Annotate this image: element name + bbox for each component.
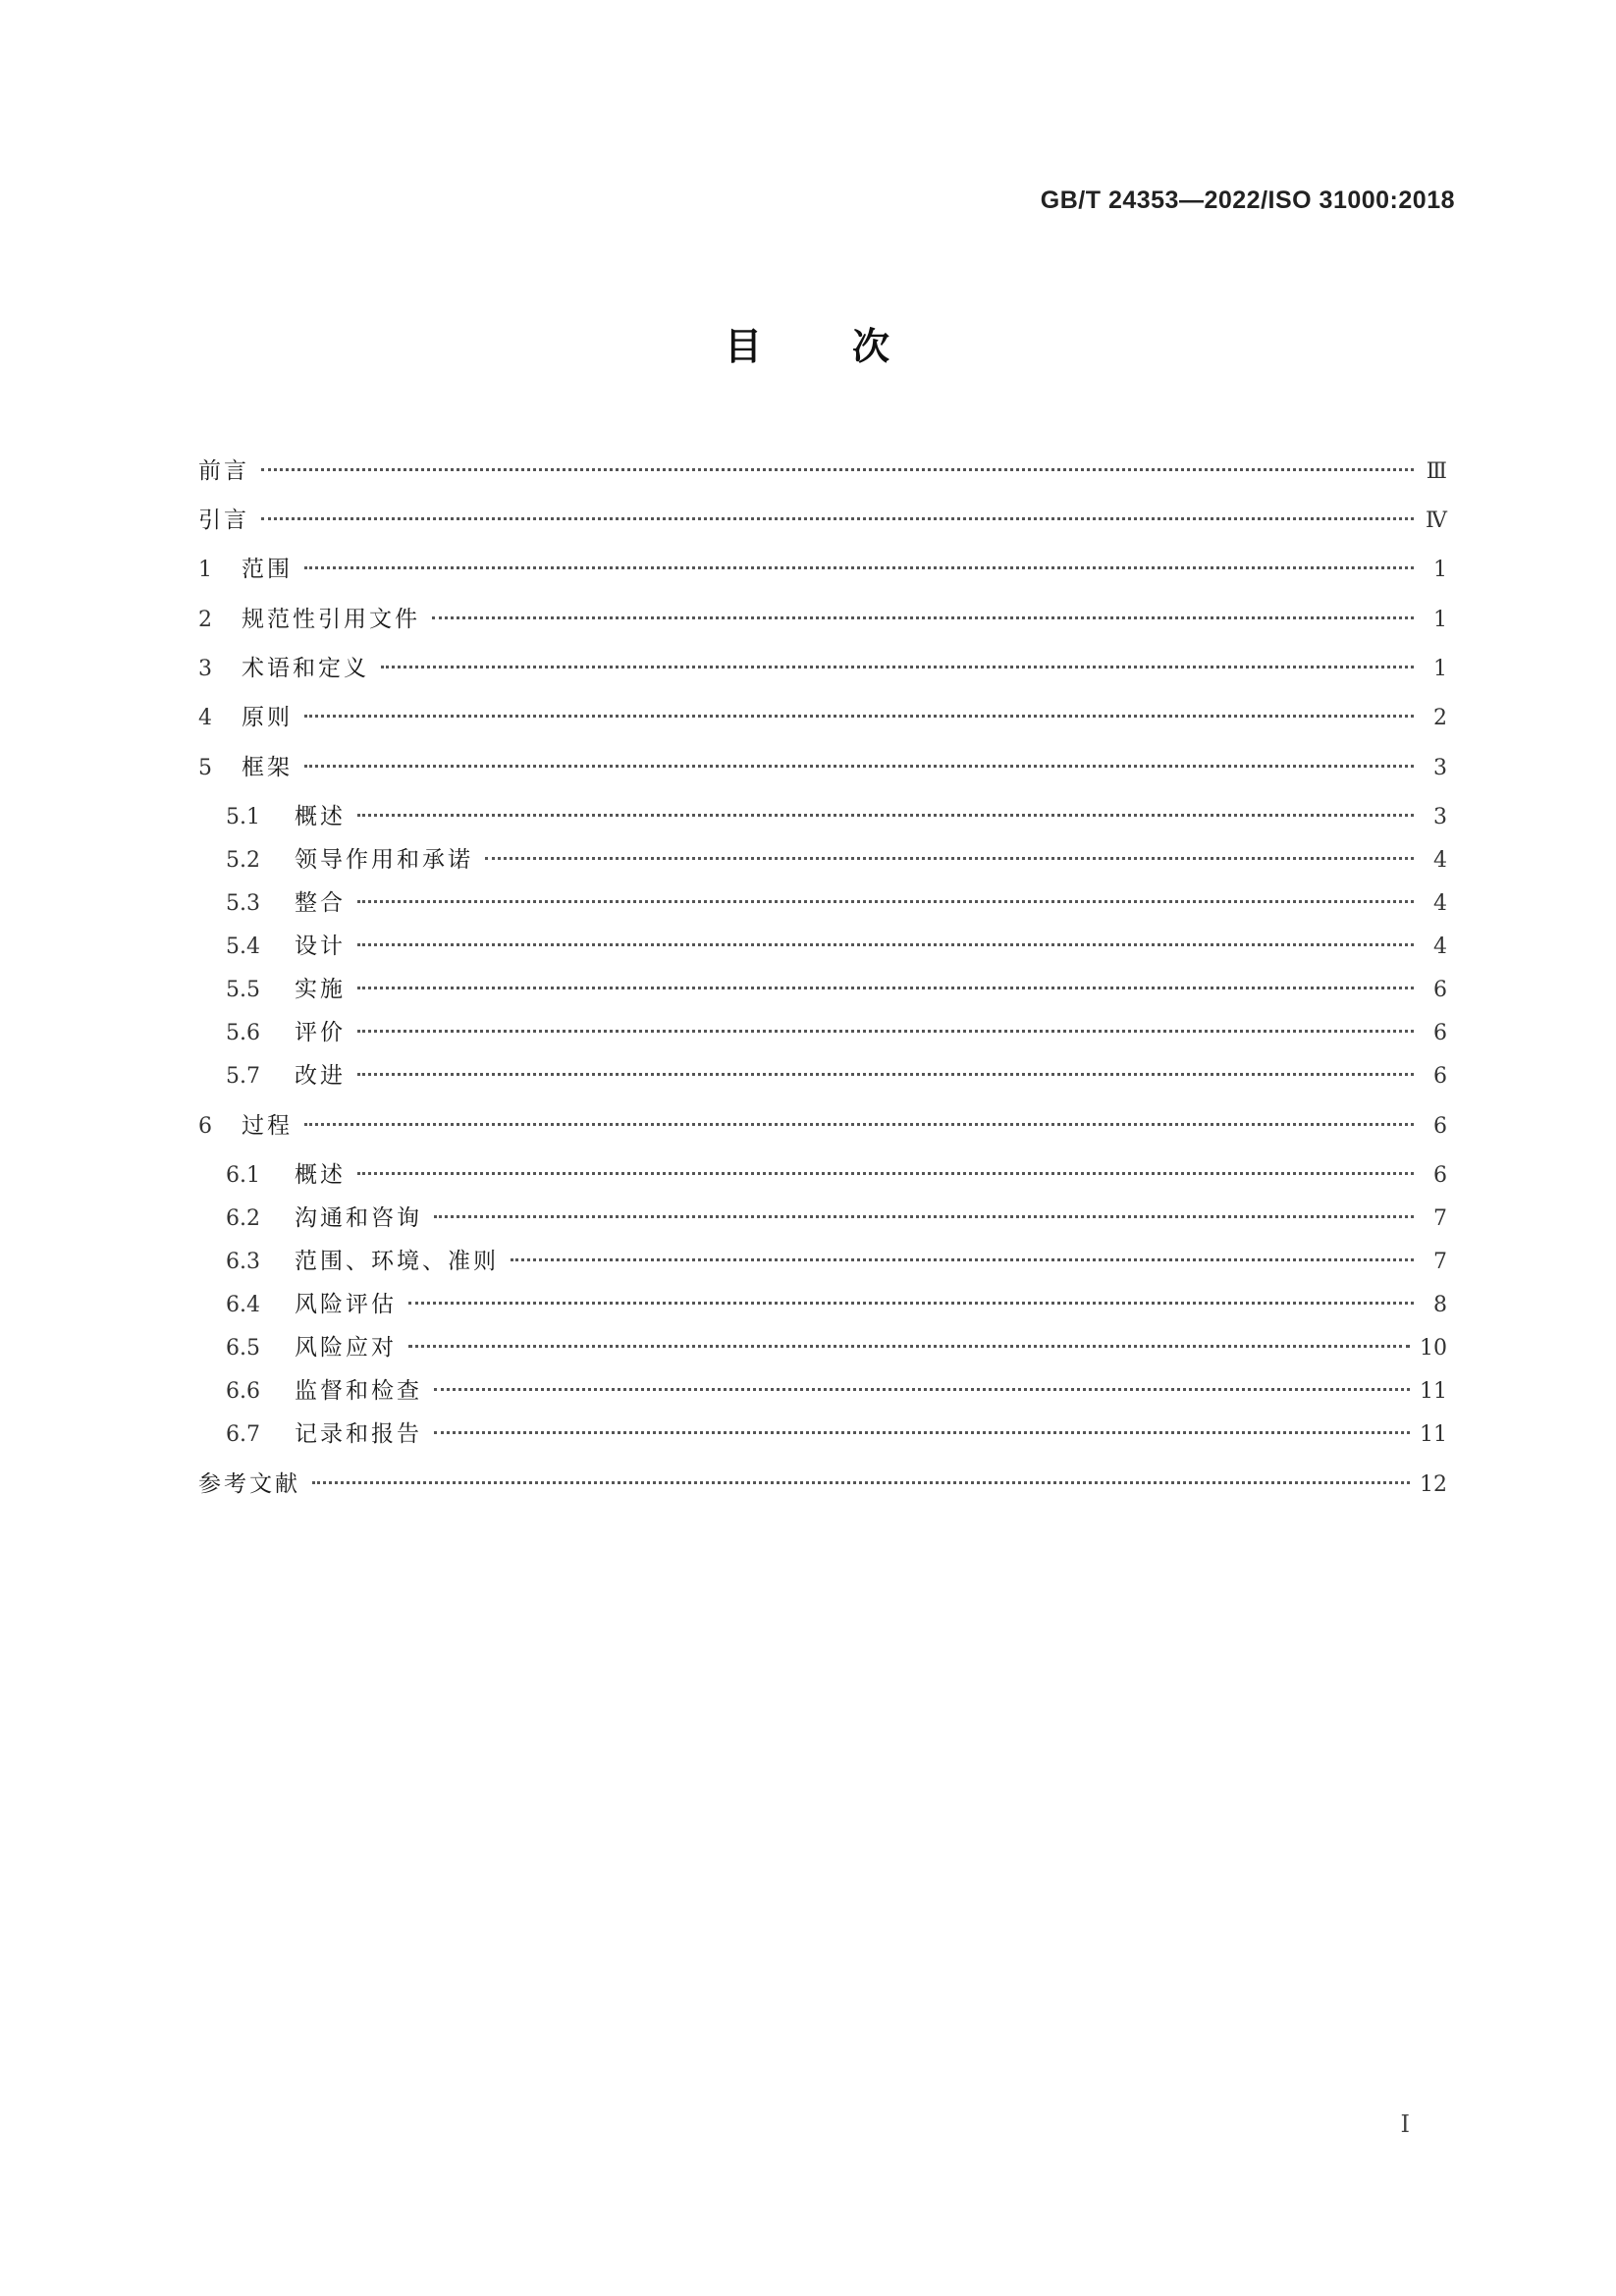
toc-entry[interactable] [198,750,1447,785]
toc-entry-page: 6 [1433,1021,1447,1045]
toc-entry[interactable] [226,1330,1447,1365]
toc-entry[interactable] [226,1201,1447,1236]
toc-leader-dots [304,566,1414,569]
toc-leader-dots [312,1481,1410,1484]
document-code: GB/T 24353—2022/ISO 31000:2018 [1040,187,1455,214]
toc-leader-dots [408,1345,1410,1348]
toc-leader-dots [485,857,1414,860]
toc-entry-number: 5.7 [226,1064,260,1089]
toc-leader-dots [357,1073,1414,1076]
toc-entry-page: 1 [1433,558,1447,582]
toc-entry-number: 5.6 [226,1021,260,1045]
toc-entry-page: 6 [1433,978,1447,1002]
toc-entry-label: 概述 [295,804,346,829]
toc-leader-dots [261,517,1414,520]
toc-entry-number: 6.4 [226,1293,260,1317]
toc-entry-label: 监督和检查 [295,1378,422,1404]
toc-title-part2: 次 [852,325,892,368]
toc-leader-dots [511,1258,1414,1261]
toc-entry-page: 4 [1433,891,1447,916]
toc-entry-page: 7 [1433,1250,1447,1274]
toc-leader-dots [381,666,1414,668]
toc-entry-page: Ⅳ [1426,508,1447,533]
toc-entry-label: 范围 [242,557,293,582]
toc-entry-label: 记录和报告 [295,1421,422,1447]
toc-entry[interactable] [226,842,1447,878]
toc-entry-number: 5.2 [226,848,260,873]
toc-entry-number: 5.5 [226,978,260,1002]
toc-entry-number: 6.7 [226,1422,260,1447]
toc-entry-number: 6.6 [226,1379,260,1404]
toc-entry-page: 3 [1433,756,1447,780]
toc-entry-label: 规范性引用文件 [242,607,420,632]
toc-leader-dots [434,1215,1414,1218]
toc-entry[interactable] [226,1058,1447,1094]
toc-entry[interactable] [198,503,1447,538]
toc-entry-number: 5.3 [226,891,260,916]
toc-entry-label: 过程 [242,1113,293,1139]
toc-leader-dots [357,987,1414,989]
toc-entry-number: 1 [198,558,212,582]
toc-entry[interactable] [198,1108,1447,1144]
toc-entry-page: 1 [1433,608,1447,632]
toc-leader-dots [434,1431,1410,1434]
toc-entry-label: 参考文献 [198,1471,300,1497]
toc-entry[interactable] [198,552,1447,587]
toc-leader-dots [304,765,1414,768]
toc-leader-dots [357,1172,1414,1175]
toc-entry-number: 6 [198,1114,212,1139]
toc-entry-label: 评价 [295,1020,346,1045]
toc-leader-dots [357,1030,1414,1033]
toc-entry[interactable] [198,602,1447,637]
toc-entry-page: 4 [1433,934,1447,959]
toc-entry[interactable] [226,929,1447,964]
toc-leader-dots [432,616,1414,619]
toc-entry-label: 设计 [295,934,346,959]
toc-entry-label: 改进 [295,1063,346,1089]
toc-leader-dots [357,943,1414,946]
toc-entry[interactable] [198,454,1447,489]
toc-leader-dots [408,1302,1414,1305]
toc-entry-page: 6 [1433,1163,1447,1188]
toc-entry[interactable] [226,885,1447,921]
toc-entry-page: 7 [1433,1206,1447,1231]
toc-entry-number: 5 [198,756,212,780]
toc-entry-label: 引言 [198,507,249,533]
toc-entry[interactable] [226,1373,1447,1409]
toc-entry-label: 原则 [242,705,293,730]
toc-entry[interactable] [198,700,1447,735]
toc-entry-page: 8 [1433,1293,1447,1317]
toc-entry-page: 6 [1433,1064,1447,1089]
toc-entry-label: 实施 [295,977,346,1002]
toc-entry-label: 风险应对 [295,1335,397,1361]
toc-leader-dots [434,1388,1410,1391]
toc-entry-page: 4 [1433,848,1447,873]
toc-entry-page: 10 [1420,1336,1447,1361]
toc-entry-label: 沟通和咨询 [295,1205,422,1231]
toc-entry-label: 领导作用和承诺 [295,847,473,873]
toc-entry[interactable] [226,1244,1447,1279]
toc-entry-label: 整合 [295,890,346,916]
toc-entry-number: 6.5 [226,1336,260,1361]
toc-entry[interactable] [226,1287,1447,1322]
toc-entry-page: 12 [1420,1472,1447,1497]
toc-entry-page: 11 [1420,1379,1447,1404]
toc-entry-label: 框架 [242,755,293,780]
page-number: I [1400,2110,1410,2138]
toc-entry-label: 范围、环境、准则 [295,1249,499,1274]
toc-entry-page: Ⅲ [1426,459,1447,484]
toc-entry[interactable] [226,1157,1447,1193]
toc-entry-number: 3 [198,657,212,681]
toc-entry-number: 2 [198,608,212,632]
toc-entry-number: 5.4 [226,934,260,959]
toc-entry-label: 风险评估 [295,1292,397,1317]
toc-entry[interactable] [198,1467,1447,1502]
toc-leader-dots [357,900,1414,903]
toc-entry[interactable] [226,972,1447,1007]
toc-entry-number: 5.1 [226,805,260,829]
toc-title [0,316,1616,370]
toc-entry-number: 6.3 [226,1250,260,1274]
toc-entry-number: 6.1 [226,1163,260,1188]
toc-entry[interactable] [226,1416,1447,1452]
toc-entry-page: 3 [1433,805,1447,829]
toc-entry-number: 6.2 [226,1206,260,1231]
toc-leader-dots [261,468,1414,471]
toc-entry-label: 概述 [295,1162,346,1188]
toc-leader-dots [304,1123,1414,1126]
toc-entry-page: 2 [1433,706,1447,730]
toc-title-part1: 目 [724,325,764,368]
toc-leader-dots [304,715,1414,718]
toc-leader-dots [357,814,1414,817]
toc-entry-label: 术语和定义 [242,656,369,681]
toc-entry-label: 前言 [198,458,249,484]
toc-entry-number: 4 [198,706,212,730]
toc-entry[interactable] [198,651,1447,686]
toc-entry-page: 1 [1433,657,1447,681]
toc-entry[interactable] [226,1015,1447,1050]
toc-entry-page: 11 [1420,1422,1447,1447]
toc-entry[interactable] [226,799,1447,834]
toc-entry-page: 6 [1433,1114,1447,1139]
